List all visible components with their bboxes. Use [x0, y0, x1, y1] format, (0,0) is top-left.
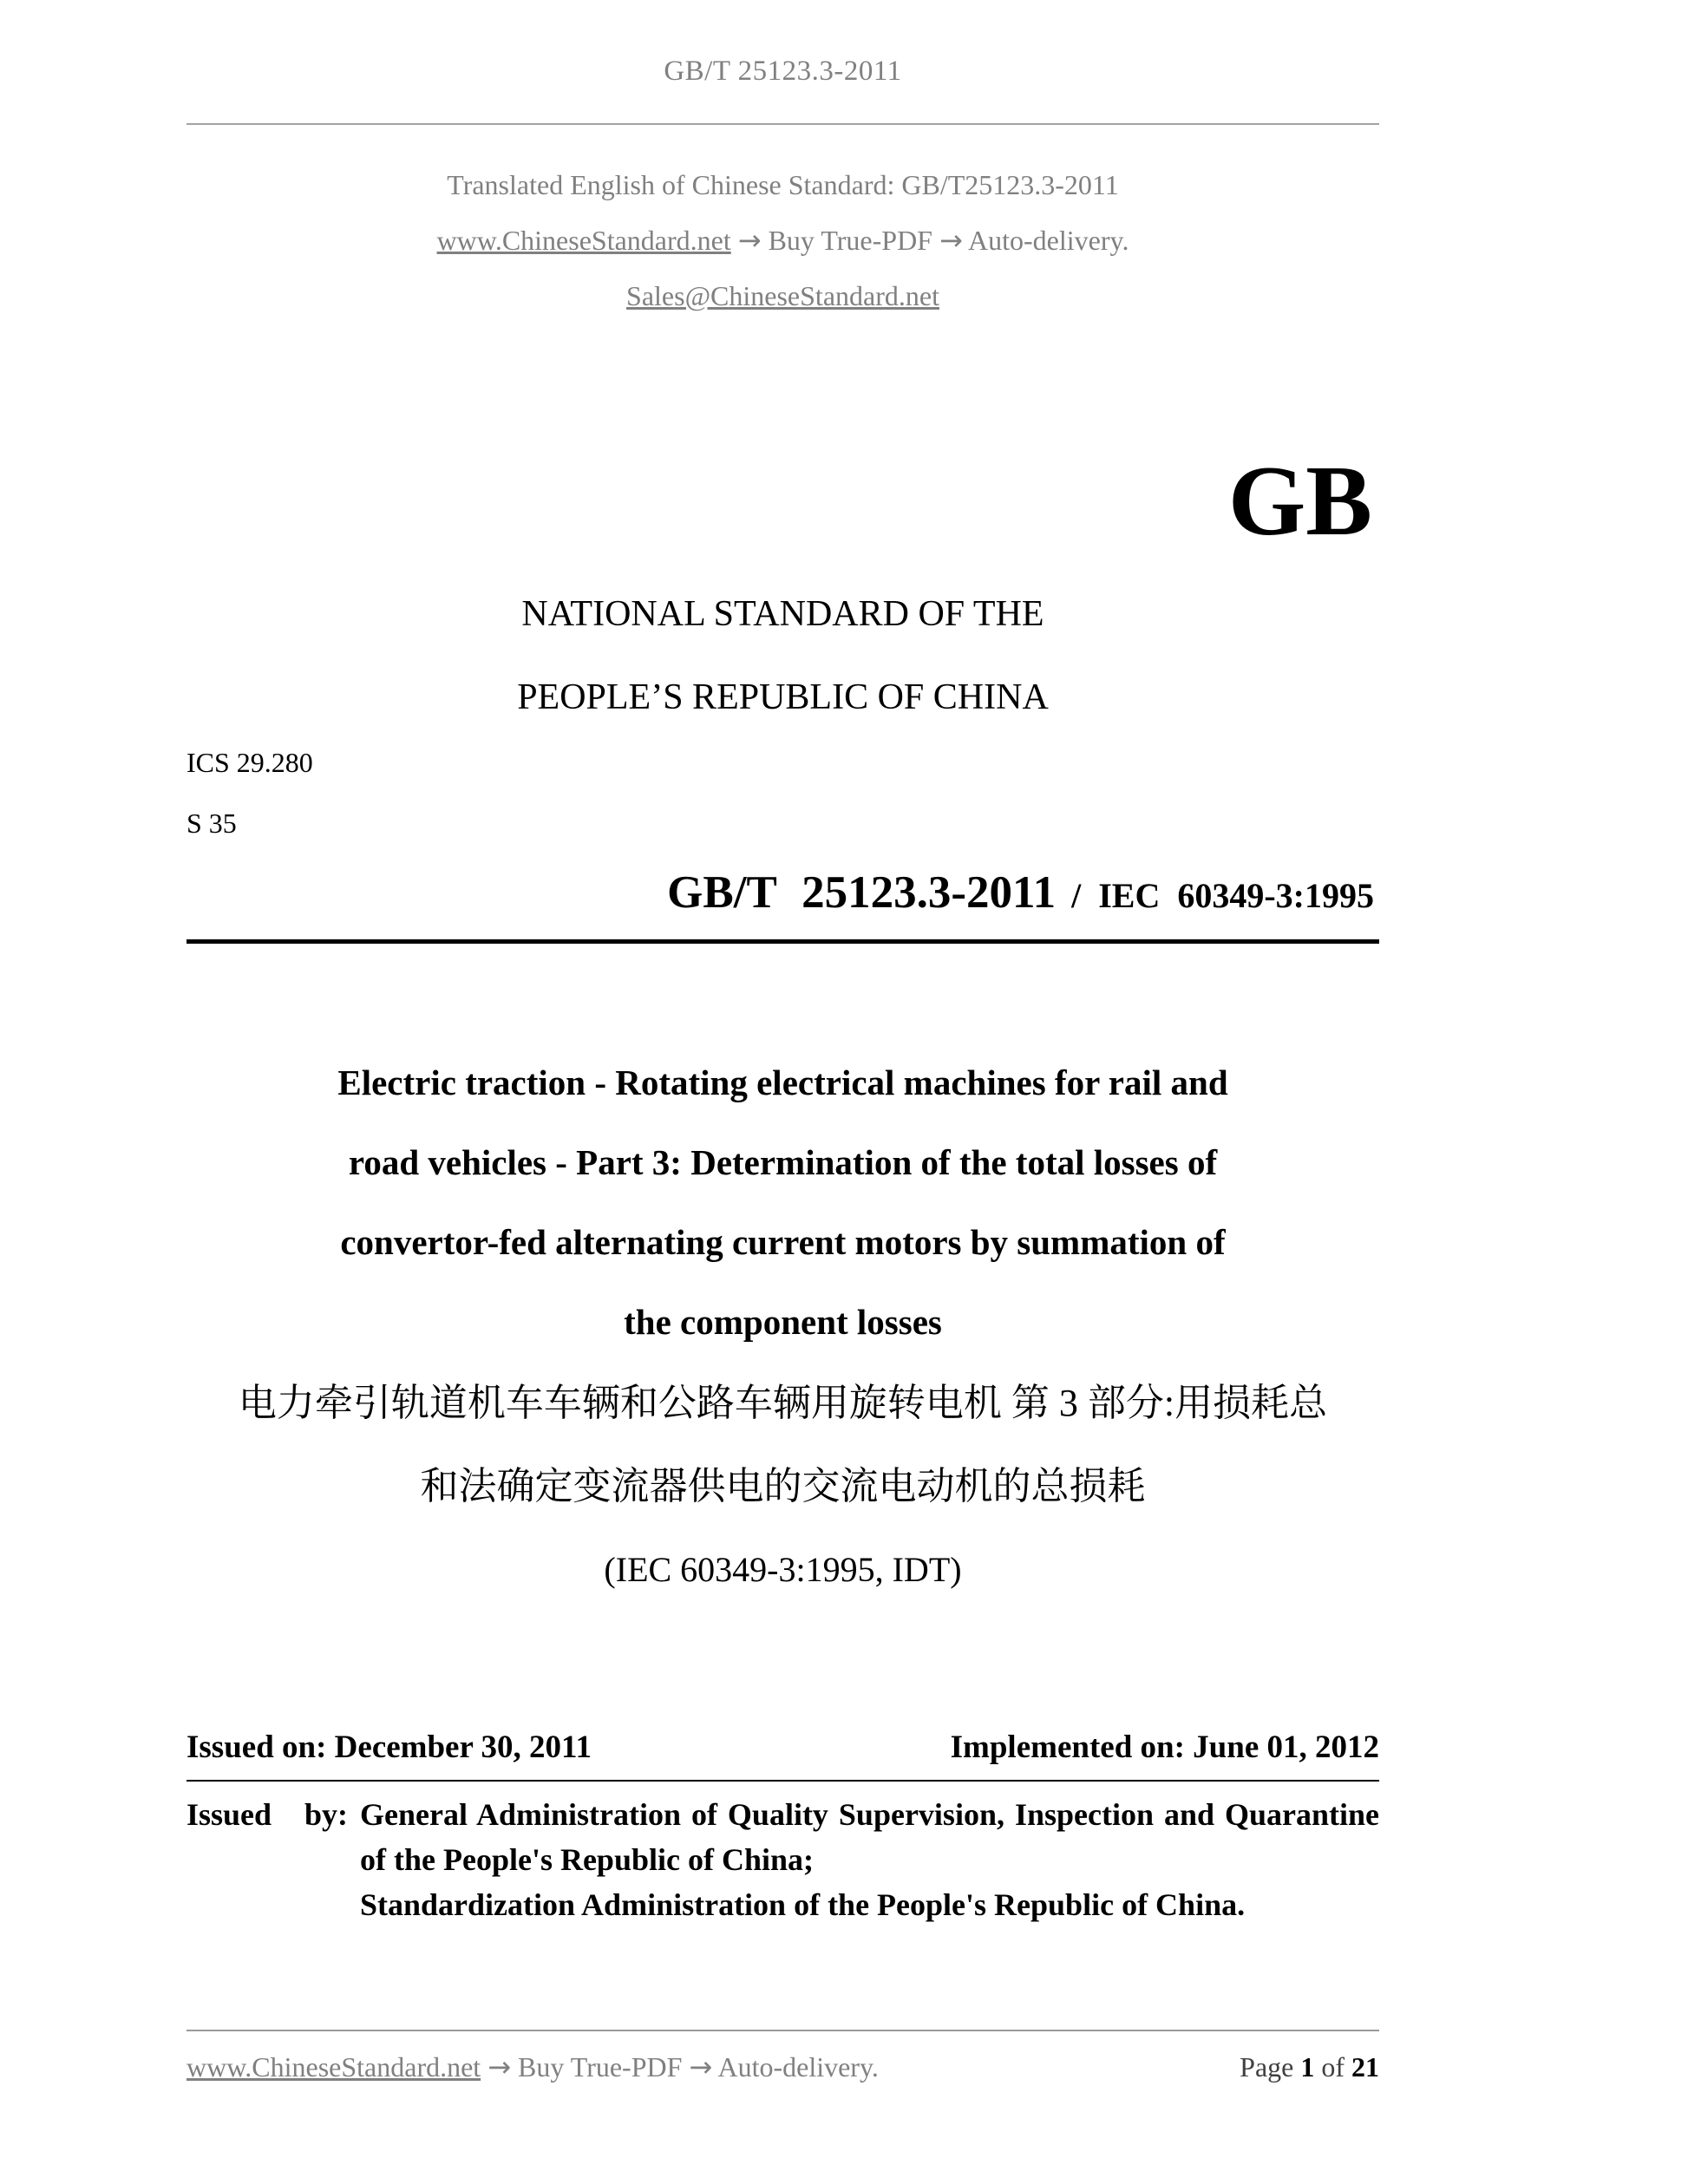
iec-reference	[1071, 876, 1374, 915]
page-label: Page	[1240, 2051, 1294, 2083]
code-separator: /	[1071, 876, 1082, 915]
standard-code-heading	[186, 866, 1379, 931]
gb-logo: GB	[1227, 446, 1372, 556]
sales-line	[186, 278, 1379, 314]
footer-store-line	[186, 2049, 879, 2085]
page-indicator	[1240, 2049, 1379, 2085]
total-pages: 21	[1351, 2051, 1379, 2083]
english-title-line: the component losses	[624, 1302, 942, 1342]
issued-by-label	[186, 1792, 348, 1927]
page-content	[186, 0, 1379, 1927]
store-link[interactable]: www.ChineseStandard.net	[436, 225, 731, 256]
issuer-primary: General Administration of Quality Supervision, Inspection and Quarantine of the People's Republic of China;	[360, 1797, 1379, 1877]
idt-note: (IEC 60349-3:1995, IDT)	[604, 1550, 962, 1589]
footer-buy-pdf-text: Buy True-PDF	[518, 2051, 683, 2083]
header-divider	[186, 123, 1379, 125]
footer-auto-delivery-text: Auto-delivery.	[717, 2051, 879, 2083]
english-title-line: Electric traction - Rotating electrical machines for rail and	[337, 1063, 1228, 1102]
footer-row	[186, 2049, 1379, 2085]
page-number: 1	[1300, 2051, 1315, 2083]
arrow-icon: →	[487, 2050, 511, 2083]
store-line	[186, 222, 1379, 258]
iec-code: IEC 60349-3:1995	[1098, 876, 1374, 915]
footer-store-link[interactable]: www.ChineseStandard.net	[186, 2051, 481, 2083]
issued-on-date: Issued on: December 30, 2011	[186, 1730, 592, 1765]
page-footer	[186, 2030, 1379, 2085]
english-title	[186, 1043, 1379, 1362]
header-doc-number: GB/T 25123.3-2011	[664, 56, 902, 87]
chinese-title-line: 和法确定变流器供电的交流电动机的总损耗	[420, 1465, 1146, 1507]
issued-by-word: Issued	[186, 1797, 272, 1832]
issued-by-word: by:	[304, 1797, 348, 1832]
code-divider	[186, 939, 1379, 944]
arrow-icon: →	[939, 224, 963, 257]
issuers	[348, 1792, 1379, 1927]
national-standard-line2: PEOPLE’S REPUBLIC OF CHINA	[517, 677, 1049, 717]
arrow-icon: →	[689, 2050, 713, 2083]
issuance-divider	[186, 1780, 1379, 1782]
translated-standard-line: Translated English of Chinese Standard: GB/T25123.3-2011	[447, 169, 1119, 200]
issuance-dates-row	[186, 1728, 1379, 1768]
standard-code: GB/T 25123.3-2011	[667, 867, 1057, 918]
english-title-line: convertor-fed alternating current motors by summation of	[340, 1222, 1226, 1262]
chinese-title	[186, 1362, 1379, 1528]
buy-pdf-text: Buy True-PDF	[768, 225, 932, 256]
implemented-on-date: Implemented on: June 01, 2012	[950, 1730, 1379, 1765]
of-label: of	[1321, 2051, 1345, 2083]
issued-by-block	[186, 1792, 1379, 1927]
ics-code: ICS 29.280	[186, 747, 313, 778]
classification-code: S 35	[186, 808, 237, 839]
sales-email-link[interactable]: Sales@ChineseStandard.net	[626, 280, 939, 311]
issuer-secondary: Standardization Administration of the People's Republic of China.	[360, 1887, 1246, 1922]
arrow-icon: →	[737, 224, 762, 257]
national-standard-line1: NATIONAL STANDARD OF THE	[521, 594, 1044, 634]
english-title-line: road vehicles - Part 3: Determination of the total losses of	[348, 1142, 1218, 1182]
auto-delivery-text: Auto-delivery.	[968, 225, 1129, 256]
chinese-title-line: 电力牵引轨道机车车辆和公路车辆用旋转电机 第 3 部分:用损耗总	[238, 1382, 1328, 1424]
